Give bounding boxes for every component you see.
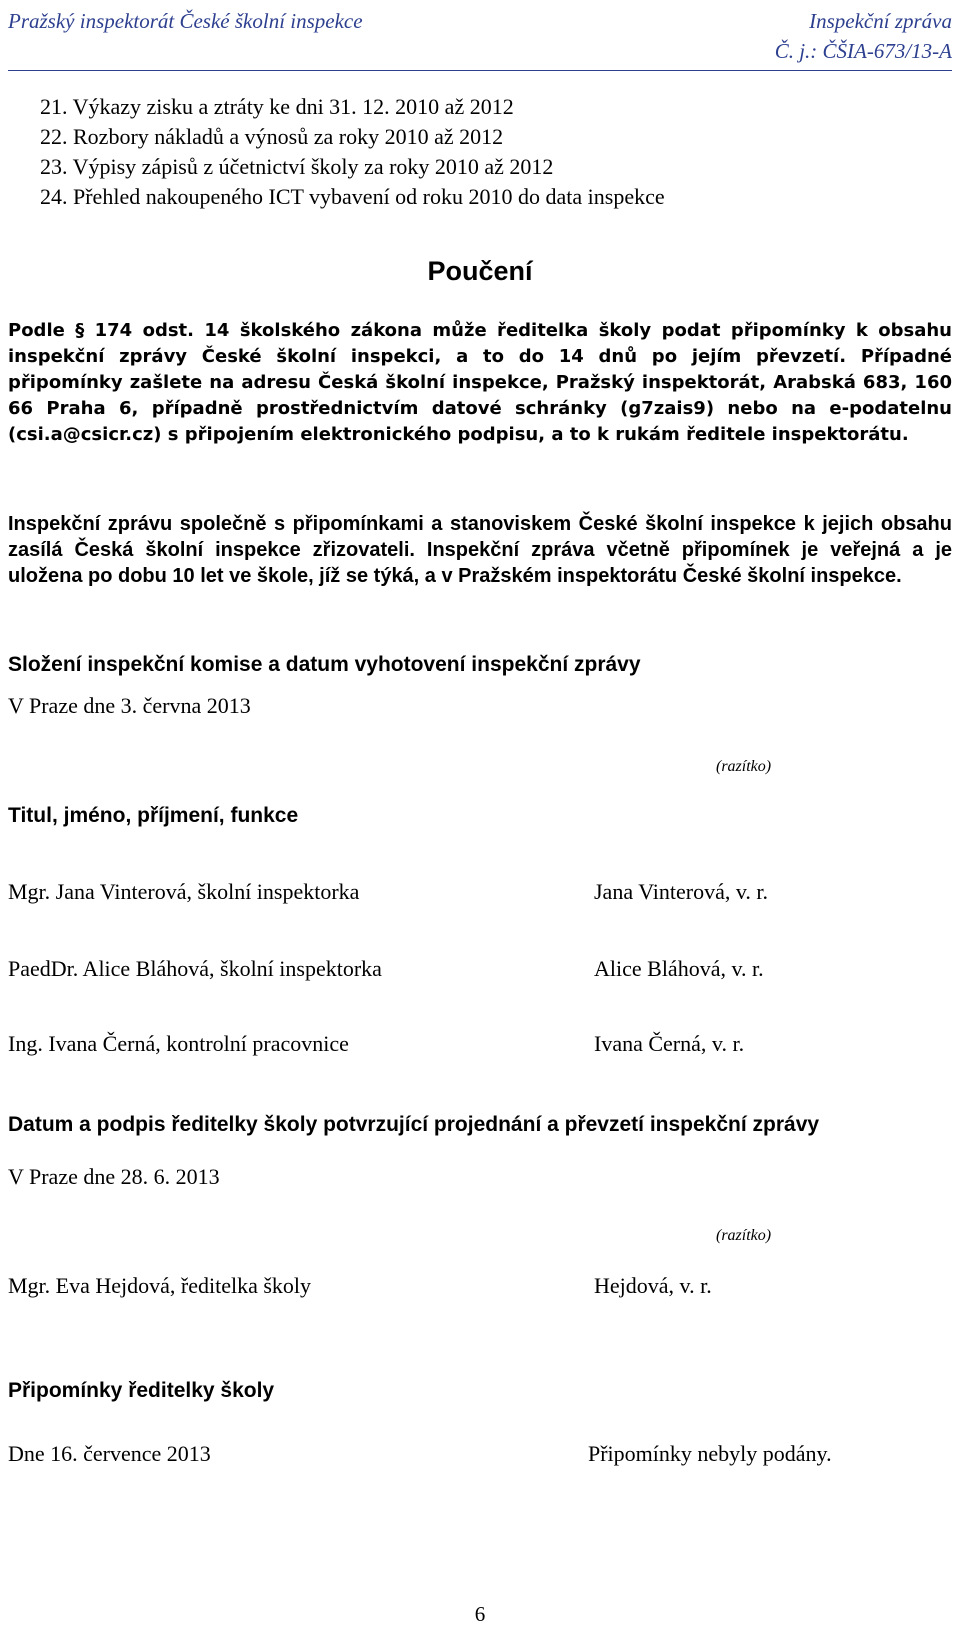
page-header xyxy=(8,6,952,66)
komise-heading: Složení inspekční komise a datum vyhotovení inspekční zprávy xyxy=(8,653,641,676)
header-report-title: Inspekční zpráva xyxy=(809,9,952,33)
pouceni-heading: Poučení xyxy=(427,256,533,286)
member-signature: Ivana Černá, v. r. xyxy=(594,1031,745,1056)
reditelka-date: V Praze dne 28. 6. 2013 xyxy=(8,1164,220,1189)
reditelka-heading: Datum a podpis ředitelky školy potvrzující projednání a převzetí inspekční zprávy xyxy=(8,1113,820,1136)
pouceni-paragraph-2: Inspekční zprávu společně s připomínkami a stanoviskem České školní inspekce k jejich obsahu zasílá Česká školní inspekce zřizovateli. Inspekční zpráva včetně připomínek je veřejná a je uložena po dobu 10 let ve škole, jíž se týká, a v Pražském inspektorátu České školní inspekce. xyxy=(8,513,952,587)
reditelka-stamp: (razítko) xyxy=(716,1227,772,1244)
header-divider xyxy=(8,70,952,71)
member-name: Ing. Ivana Černá, kontrolní pracovnice xyxy=(8,1031,349,1056)
attachment-item: 24. Přehled nakoupeného ICT vybavení od roku 2010 do data inspekce xyxy=(40,184,665,209)
reditelka-name: Mgr. Eva Hejdová, ředitelka školy xyxy=(8,1273,312,1298)
page-number: 6 xyxy=(474,1602,486,1626)
member-signature: Alice Bláhová, v. r. xyxy=(594,956,764,981)
reditelka-signature: Hejdová, v. r. xyxy=(594,1273,712,1298)
header-reference-number: Č. j.: ČŠIA-673/13-A xyxy=(774,39,952,63)
komise-date: V Praze dne 3. června 2013 xyxy=(8,693,251,718)
member-signature: Jana Vinterová, v. r. xyxy=(594,879,769,904)
attachment-item: 22. Rozbory nákladů a výnosů za roky 2010 až 2012 xyxy=(40,124,504,149)
attachment-item: 21. Výkazy zisku a ztráty ke dni 31. 12. 2010 až 2012 xyxy=(40,94,514,119)
member-name: PaedDr. Alice Bláhová, školní inspektorka xyxy=(8,956,382,981)
attachment-item: 23. Výpisy zápisů z účetnictví školy za roky 2010 až 2012 xyxy=(40,154,554,179)
pripominky-text: Připomínky nebyly podány. xyxy=(588,1441,832,1466)
pripominky-date: Dne 16. července 2013 xyxy=(8,1441,211,1466)
attachment-list xyxy=(40,92,665,212)
komise-column-heading: Titul, jméno, příjmení, funkce xyxy=(8,804,299,827)
pripominky-heading: Připomínky ředitelky školy xyxy=(8,1379,275,1402)
header-left: Pražský inspektorát České školní inspekce xyxy=(8,9,363,33)
header-right xyxy=(775,6,952,66)
member-name: Mgr. Jana Vinterová, školní inspektorka xyxy=(8,879,360,904)
pouceni-paragraph-1: Podle § 174 odst. 14 školského zákona může ředitelka školy podat připomínky k obsahu inspekční zprávy České školní inspekci, a to do 14 dnů po jejím převzetí. Případné připomínky zašlete na adresu Česká školní inspekce, Pražský inspektorát, Arabská 683, 160 66 Praha 6, případně prostřednictvím datové schránky (g7zais9) nebo na e-podatelnu (csi.a@csicr.cz) s připojením elektronického podpisu, a to k rukám ředitele inspektorátu. xyxy=(8,320,952,445)
komise-stamp: (razítko) xyxy=(716,758,772,775)
